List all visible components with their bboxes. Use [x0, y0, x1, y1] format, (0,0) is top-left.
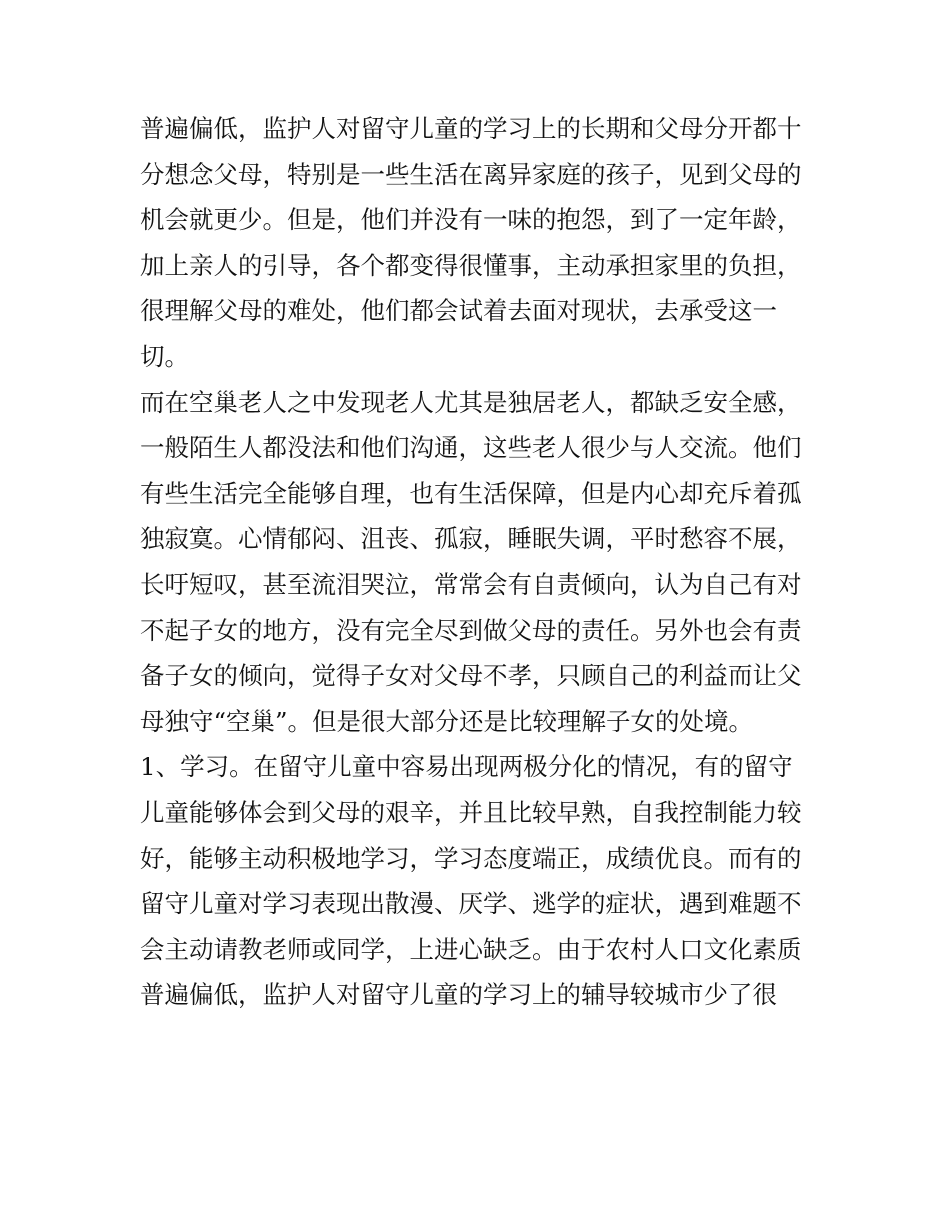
text-line: 普遍偏低，监护人对留守儿童的学习上的辅导较城市少了很 — [140, 980, 777, 1010]
text-line: 母独守“空巢”。但是很大部分还是比较理解子女的处境。 — [140, 706, 754, 736]
text-line: 长吁短叹，甚至流泪哭泣，常常会有自责倾向，认为自己有对 — [140, 569, 802, 599]
text-line: 有些生活完全能够自理，也有生活保障，但是内心却充斥着孤 — [140, 478, 802, 508]
text-line: 儿童能够体会到父母的艰辛，并且比较早熟，自我控制能力较 — [140, 797, 802, 827]
text-line: 加上亲人的引导，各个都变得很懂事，主动承担家里的负担， — [140, 250, 802, 280]
text-line: 很理解父母的难处，他们都会试着去面对现状，去承受这一 — [140, 296, 777, 326]
text-line: 好，能够主动积极地学习，学习态度端正，成绩优良。而有的 — [140, 843, 802, 873]
text-line: 不起子女的地方，没有完全尽到做父母的责任。另外也会有责 — [140, 615, 802, 645]
text-line: 机会就更少。但是，他们并没有一味的抱怨，到了一定年龄， — [140, 205, 802, 235]
text-line: 独寂寞。心情郁闷、沮丧、孤寂，睡眠失调，平时愁容不展， — [140, 524, 802, 554]
text-line: 分想念父母，特别是一些生活在离异家庭的孩子，见到父母的 — [140, 159, 802, 189]
text-line: 留守儿童对学习表现出散漫、厌学、逃学的症状，遇到难题不 — [140, 889, 802, 919]
text-line: 1、学习。在留守儿童中容易出现两极分化的情况，有的留守 — [140, 752, 793, 782]
text-line: 切。 — [140, 341, 189, 371]
text-line: 会主动请教老师或同学，上进心缺乏。由于农村人口文化素质 — [140, 934, 802, 964]
text-line: 一般陌生人都没法和他们沟通，这些老人很少与人交流。他们 — [140, 433, 802, 463]
text-line: 备子女的倾向，觉得子女对父母不孝，只顾自己的利益而让父 — [140, 661, 802, 691]
text-line: 普遍偏低，监护人对留守儿童的学习上的长期和父母分开都十 — [140, 114, 802, 143]
body-text — [140, 106, 820, 1018]
text-line: 而在空巢老人之中发现老人尤其是独居老人，都缺乏安全感， — [140, 387, 802, 417]
